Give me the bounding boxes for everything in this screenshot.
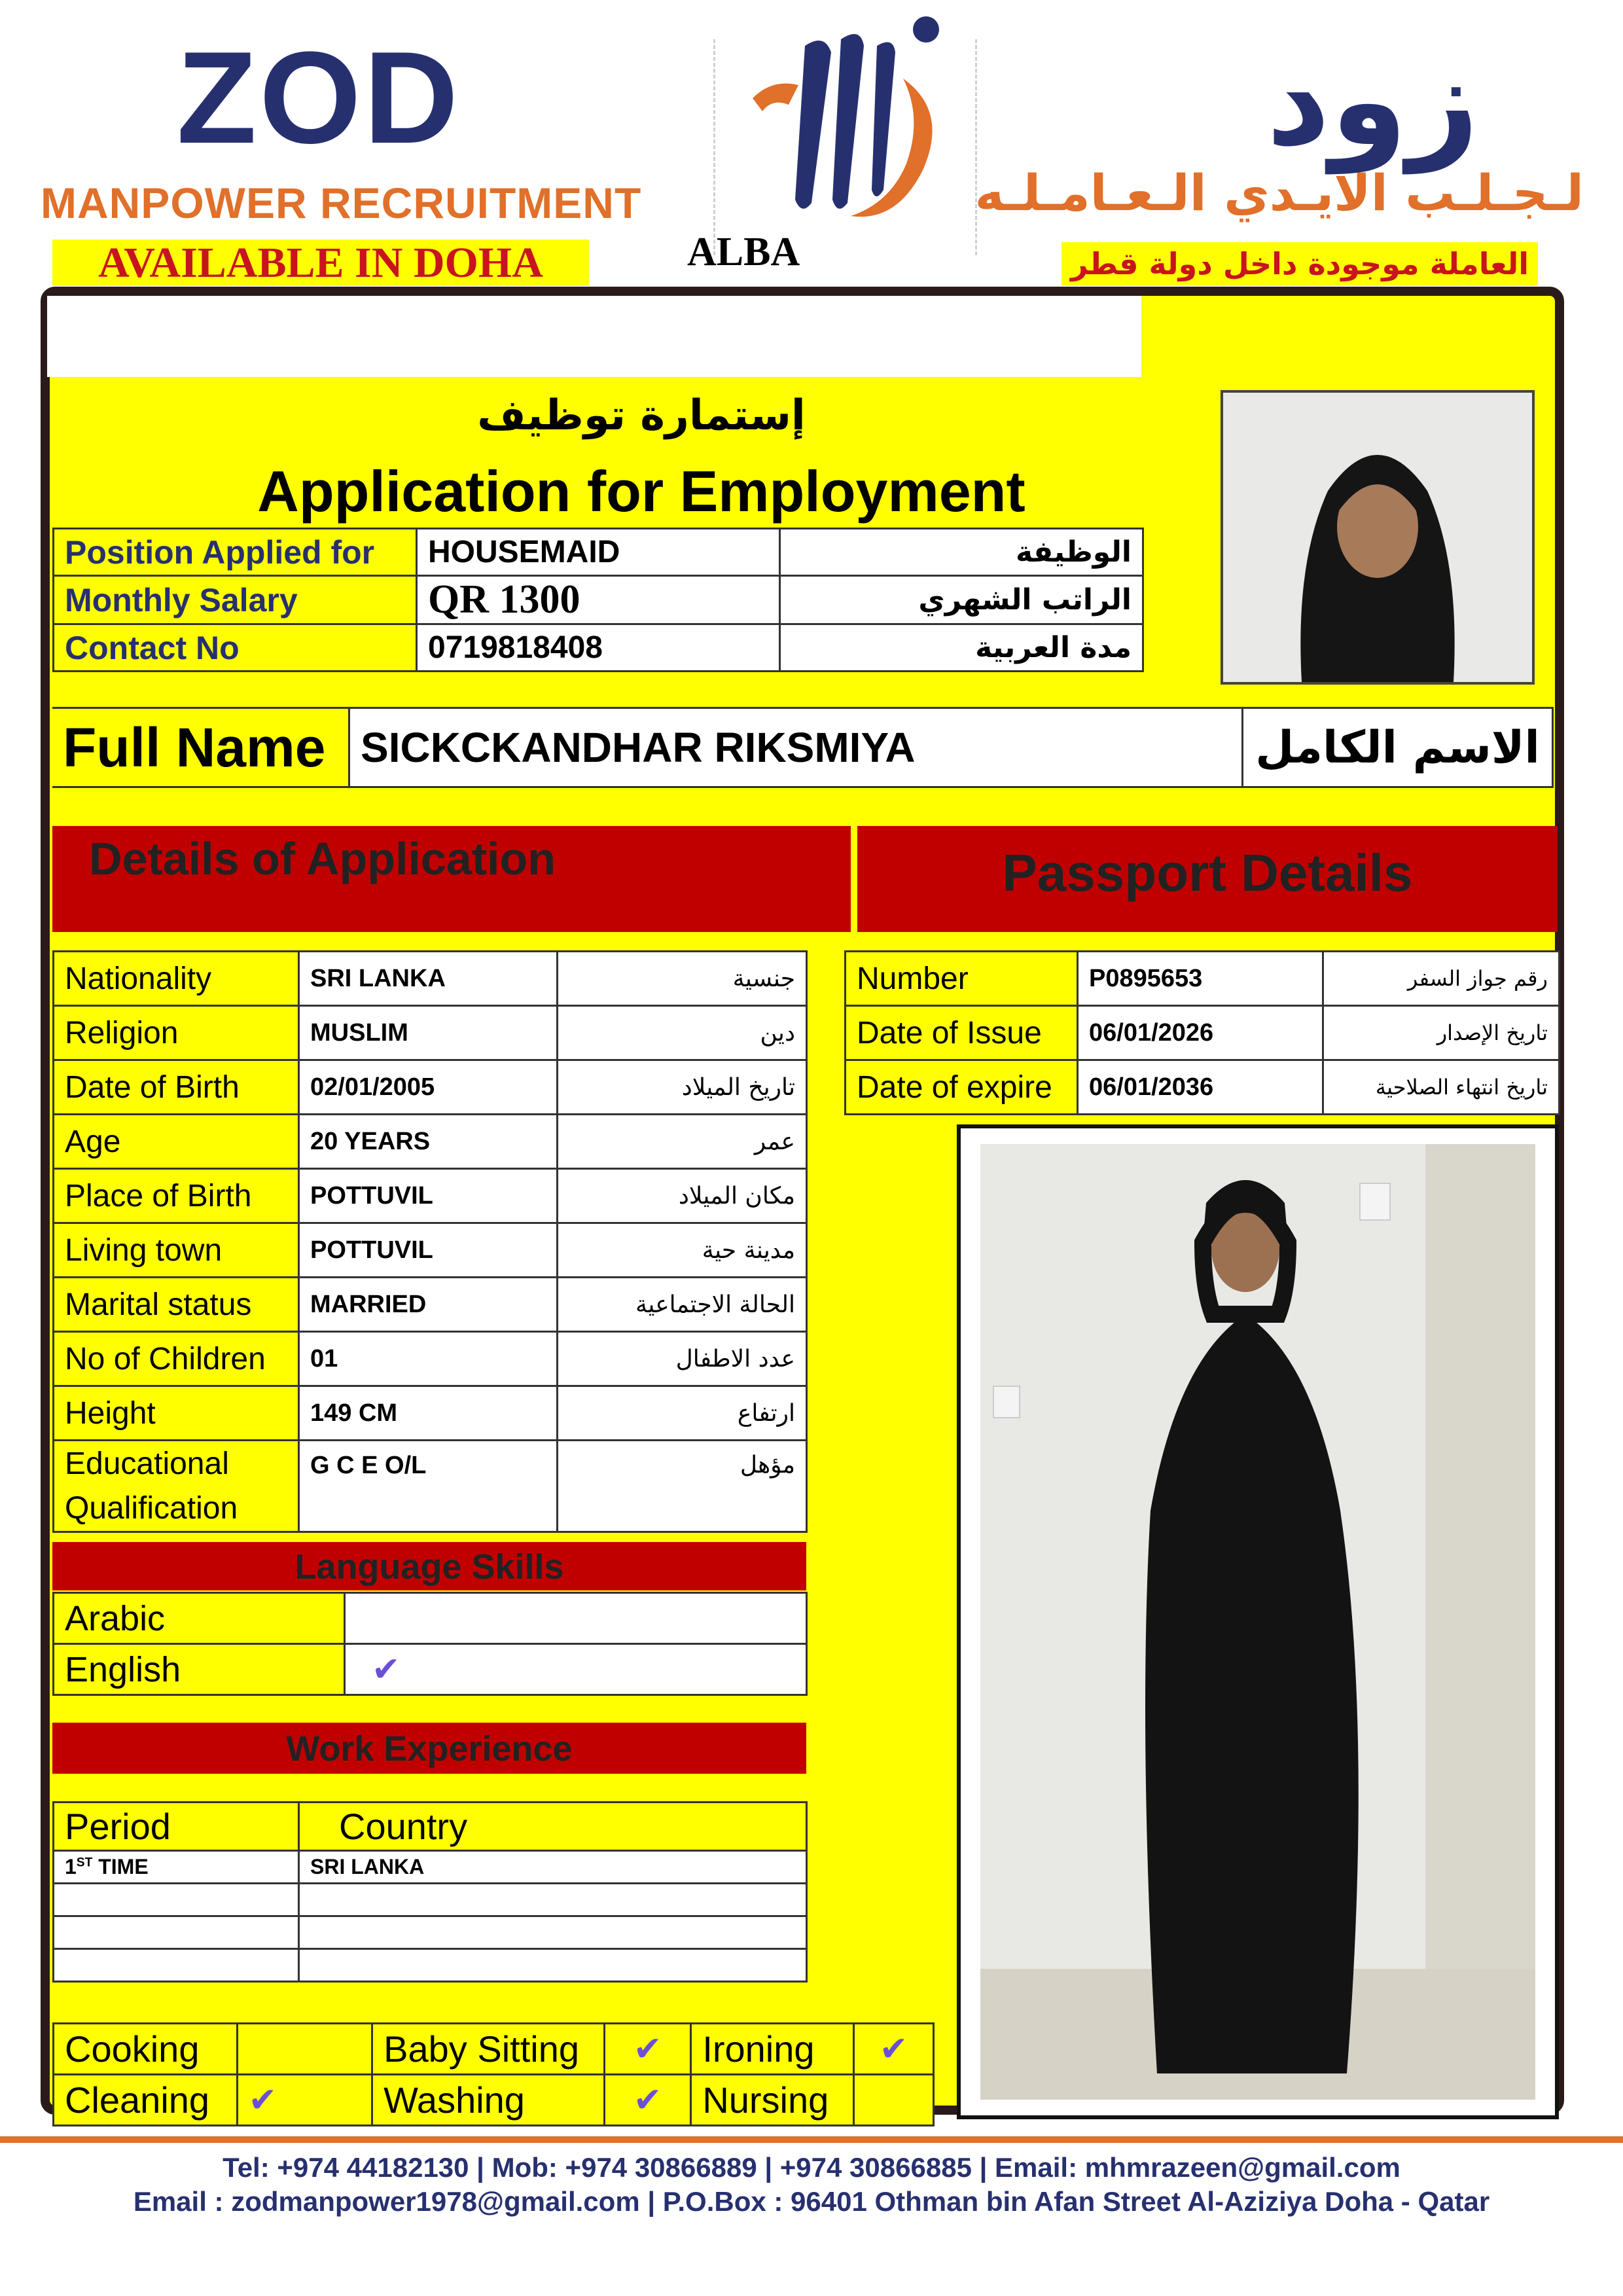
arabic-logo-text: زود	[1266, 29, 1479, 173]
passport-expire-arabic-label: تاريخ انتهاء الصلاحية	[1323, 1060, 1560, 1115]
full-name-row	[52, 708, 1553, 787]
education-label-line1: Educational	[65, 1446, 229, 1481]
contact-arabic-label: مدة العربية	[780, 624, 1143, 672]
nationality-arabic-label: جنسية	[558, 952, 807, 1006]
skill-cooking-label: Cooking	[54, 2024, 238, 2075]
education-arabic-label: مؤهل	[558, 1441, 807, 1532]
passport-issue-value: 06/01/2026	[1078, 1006, 1323, 1060]
footer-divider	[0, 2136, 1623, 2143]
marital-status-value: MARRIED	[299, 1278, 558, 1332]
work-period-3	[54, 1916, 299, 1949]
salary-label: Monthly Salary	[54, 576, 417, 624]
passport-number-arabic-label: رقم جواز السفر	[1323, 952, 1560, 1006]
living-town-value: POTTUVIL	[299, 1223, 558, 1278]
age-arabic-label: عمر	[558, 1115, 807, 1169]
footer-address-line: Email : zodmanpower1978@gmail.com | P.O.Box : 96401 Othman bin Afan Street Al-Aziziya Doha - Qatar	[133, 2186, 1490, 2217]
place-of-birth-label: Place of Birth	[54, 1169, 299, 1223]
full-body-photo-image	[980, 1144, 1535, 2100]
salary-arabic-label: الراتب الشهري	[780, 576, 1143, 624]
details-row-living-town	[54, 1223, 807, 1278]
skill-cooking-mark	[237, 2024, 372, 2075]
work-period-header: Period	[54, 1803, 299, 1851]
top-white-band	[47, 296, 1141, 377]
position-label: Position Applied for	[54, 529, 417, 576]
living-town-arabic-label: مدينة حية	[558, 1223, 807, 1278]
children-value: 01	[299, 1332, 558, 1386]
work-country-3	[299, 1916, 807, 1949]
skill-nursing-label: Nursing	[691, 2075, 854, 2126]
work-experience-table	[52, 1801, 808, 1982]
skill-cleaning-label: Cleaning	[54, 2075, 238, 2126]
position-info-table	[52, 528, 1144, 672]
language-english-label: English	[54, 1644, 345, 1695]
children-arabic-label: عدد الاطفال	[558, 1332, 807, 1386]
work-period-2	[54, 1884, 299, 1916]
dob-label: Date of Birth	[54, 1060, 299, 1115]
work-period-4	[54, 1949, 299, 1982]
passport-number-value: P0895653	[1078, 952, 1323, 1006]
height-arabic-label: ارتفاع	[558, 1386, 807, 1441]
passport-issue-label: Date of Issue	[846, 1006, 1078, 1060]
religion-label: Religion	[54, 1006, 299, 1060]
dob-arabic-label: تاريخ الميلاد	[558, 1060, 807, 1115]
work-period-1-suffix: ST	[76, 1856, 93, 1870]
available-in-doha-label: AVAILABLE IN DOHA	[52, 240, 589, 285]
religion-arabic-label: دين	[558, 1006, 807, 1060]
details-row-place-of-birth	[54, 1169, 807, 1223]
work-row-4	[54, 1949, 807, 1982]
passport-issue-arabic-label: تاريخ الإصدار	[1323, 1006, 1560, 1060]
full-name-label: Full Name	[52, 708, 349, 787]
applicant-portrait-photo	[1221, 390, 1535, 685]
work-country-header: Country	[299, 1803, 807, 1851]
details-row-education	[54, 1441, 807, 1532]
details-row-nationality	[54, 952, 807, 1006]
details-row-religion	[54, 1006, 807, 1060]
work-period-1	[54, 1851, 299, 1884]
details-row-children	[54, 1332, 807, 1386]
header-divider-left	[713, 39, 715, 255]
info-row-position	[54, 529, 1143, 576]
contact-label: Contact No	[54, 624, 417, 672]
work-country-2	[299, 1884, 807, 1916]
language-skills-table	[52, 1592, 808, 1696]
full-name-table	[52, 707, 1554, 788]
alba-logo-name: ALBA	[687, 230, 800, 274]
details-row-age	[54, 1115, 807, 1169]
form-title-arabic: إستمارة توظيف	[477, 391, 806, 440]
work-header-row	[54, 1803, 807, 1851]
language-arabic-label: Arabic	[54, 1593, 345, 1644]
dob-value: 02/01/2005	[299, 1060, 558, 1115]
education-value: G C E O/L	[299, 1441, 558, 1532]
skill-cleaning-check-icon: ✔	[237, 2075, 372, 2126]
skills-row-2	[54, 2075, 934, 2126]
skill-baby-sitting-check-icon: ✔	[604, 2024, 690, 2075]
arabic-subtitle: لـجـلـب الايـدي الـعـامـلـه	[974, 164, 1584, 222]
age-label: Age	[54, 1115, 299, 1169]
footer-contact-line: Tel: +974 44182130 | Mob: +974 30866889 | +974 30866885 | Email: mhmrazeen@gmail.com	[223, 2152, 1400, 2183]
work-country-1: SRI LANKA	[299, 1851, 807, 1884]
religion-value: MUSLIM	[299, 1006, 558, 1060]
skills-row-1	[54, 2024, 934, 2075]
form-title: Application for Employment	[257, 459, 1026, 524]
marital-status-label: Marital status	[54, 1278, 299, 1332]
full-name-arabic-label: الاسم الكامل	[1243, 708, 1553, 787]
marital-status-arabic-label: الحالة الاجتماعية	[558, 1278, 807, 1332]
age-value: 20 YEARS	[299, 1115, 558, 1169]
place-of-birth-value: POTTUVIL	[299, 1169, 558, 1223]
details-row-dob	[54, 1060, 807, 1115]
work-row-3	[54, 1916, 807, 1949]
position-value: HOUSEMAID	[417, 529, 780, 576]
skill-washing-check-icon: ✔	[604, 2075, 690, 2126]
applicant-details-table	[52, 950, 808, 1533]
passport-details-table	[844, 950, 1560, 1115]
details-row-height	[54, 1386, 807, 1441]
info-row-salary	[54, 576, 1143, 624]
skill-ironing-check-icon: ✔	[854, 2024, 934, 2075]
skill-baby-sitting-label: Baby Sitting	[372, 2024, 605, 2075]
skill-washing-label: Washing	[372, 2075, 605, 2126]
skill-ironing-label: Ironing	[691, 2024, 854, 2075]
skill-nursing-mark	[854, 2075, 934, 2126]
work-experience-header: Work Experience	[52, 1723, 806, 1774]
position-arabic-label: الوظيفة	[780, 529, 1143, 576]
passport-number-label: Number	[846, 952, 1078, 1006]
nationality-value: SRI LANKA	[299, 952, 558, 1006]
applicant-full-body-photo	[957, 1124, 1559, 2119]
nationality-label: Nationality	[54, 952, 299, 1006]
language-skills-header: Language Skills	[52, 1542, 806, 1590]
work-country-4	[299, 1949, 807, 1982]
header-divider-right	[975, 39, 977, 255]
height-value: 149 CM	[299, 1386, 558, 1441]
full-name-value: SICKCKANDHAR RIKSMIYA	[349, 708, 1243, 787]
education-label	[54, 1441, 299, 1532]
details-row-marital-status	[54, 1278, 807, 1332]
passport-row-issue	[846, 1006, 1560, 1060]
passport-row-expire	[846, 1060, 1560, 1115]
alba-logo-icon	[726, 7, 962, 229]
portrait-figure-icon	[1223, 393, 1532, 682]
work-row-1	[54, 1851, 807, 1884]
language-english-check-icon: ✔	[345, 1644, 807, 1695]
children-label: No of Children	[54, 1332, 299, 1386]
work-row-2	[54, 1884, 807, 1916]
info-row-contact	[54, 624, 1143, 672]
passport-expire-label: Date of expire	[846, 1060, 1078, 1115]
language-row-arabic	[54, 1593, 807, 1644]
salary-value: QR 1300	[417, 576, 780, 624]
zod-subtitle: MANPOWER RECRUITMENT	[41, 179, 642, 227]
passport-expire-value: 06/01/2036	[1078, 1060, 1323, 1115]
contact-value: 0719818408	[417, 624, 780, 672]
living-town-label: Living town	[54, 1223, 299, 1278]
work-period-1-text: TIME	[92, 1855, 149, 1878]
details-of-application-header: Details of Application	[52, 826, 851, 932]
standing-figure-icon	[980, 1144, 1535, 2100]
language-arabic-mark	[345, 1593, 807, 1644]
education-label-line2: Qualification	[65, 1490, 238, 1526]
work-period-1-number: 1	[65, 1855, 77, 1878]
place-of-birth-arabic-label: مكان الميلاد	[558, 1169, 807, 1223]
passport-details-header: Passport Details	[857, 826, 1558, 932]
height-label: Height	[54, 1386, 299, 1441]
arabic-available-label: العاملة موجودة داخل دولة قطر	[1061, 242, 1538, 285]
skills-table	[52, 2022, 935, 2126]
zod-logo-text: ZOD	[177, 25, 461, 171]
passport-row-number	[846, 952, 1560, 1006]
language-row-english	[54, 1644, 807, 1695]
